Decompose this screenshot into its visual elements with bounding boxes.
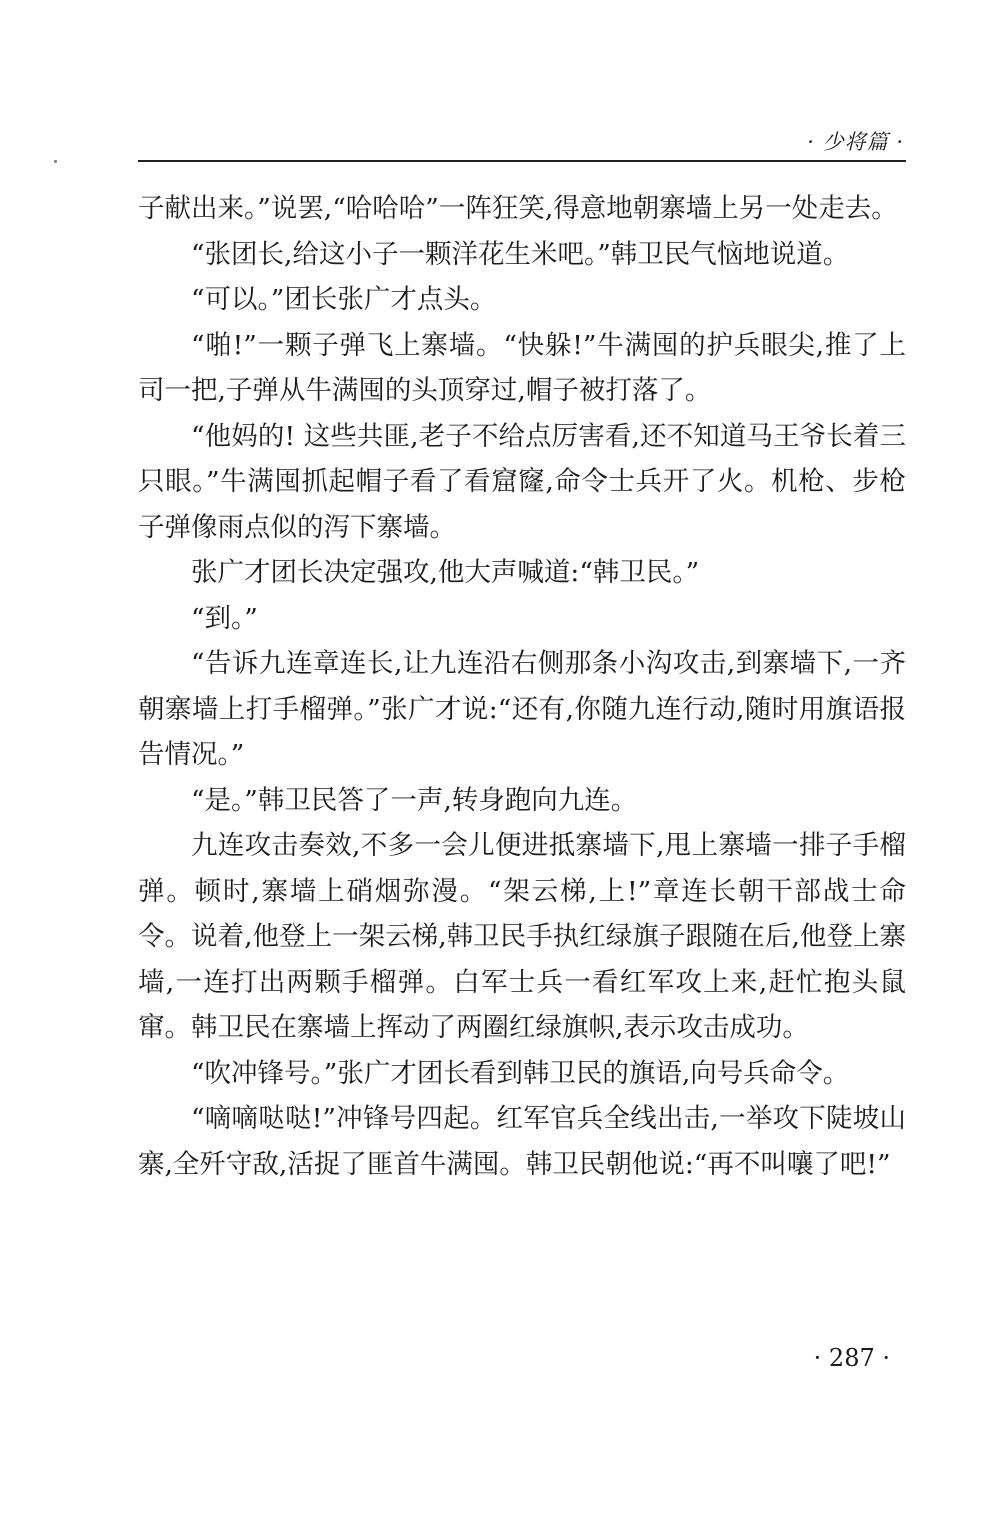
page-number: · 287 · <box>813 1344 890 1372</box>
paragraph: “啪!”一颗子弹飞上寨墙。“快躲!”牛满囤的护兵眼尖,推了上司一把,子弹从牛满囤的头顶穿过,帽子被打落了。 <box>138 329 906 406</box>
running-title: · 少将篇 · <box>807 130 904 154</box>
header-rule <box>138 160 906 162</box>
scan-speck <box>54 160 57 163</box>
paragraph: 子献出来。”说罢,“哈哈哈”一阵狂笑,得意地朝寨墙上另一处走去。 <box>138 193 898 224</box>
paragraph: 九连攻击奏效,不多一会儿便进抵寨墙下,甩上寨墙一排子手榴弹。顿时,寨墙上硝烟弥漫。“架云梯,上!”章连长朝干部战士命令。说着,他登上一架云梯,韩卫民手执红绿旗子跟随在后,他登上寨墙,一连打出两颗手榴弹。白军士兵一看红军攻上来,赶忙抱头鼠窜。韩卫民在寨墙上挥动了两圈红绿旗帜,表示攻击成功。 <box>138 830 906 1043</box>
paragraph: “可以。”团长张广才点头。 <box>191 284 497 315</box>
page-header <box>138 120 906 162</box>
paragraph: “他妈的! 这些共匪,老子不给点厉害看,还不知道马王爷长着三只眼。”牛满囤抓起帽子看了看窟窿,命令士兵开了火。机枪、步枪子弹像雨点似的泻下寨墙。 <box>138 420 906 543</box>
body-text <box>138 186 906 1187</box>
paragraph: 张广才团长决定强攻,他大声喊道:“韩卫民。” <box>191 557 700 588</box>
paragraph: “是。”韩卫民答了一声,转身跑向九连。 <box>191 784 638 816</box>
paragraph: “张团长,给这小子一颗洋花生米吧。”韩卫民气恼地说道。 <box>191 238 850 270</box>
paragraph: “到。” <box>191 602 258 634</box>
paragraph: “吹冲锋号。”张广才团长看到韩卫民的旗语,向号兵命令。 <box>191 1057 850 1089</box>
paragraph: “嘀嘀哒哒!”冲锋号四起。红军官兵全线出击,一举攻下陡坡山寨,全歼守敌,活捉了匪首牛满囤。韩卫民朝他说:“再不叫嚷了吧!” <box>138 1103 906 1180</box>
paragraph: “告诉九连章连长,让九连沿右侧那条小沟攻击,到寨墙下,一齐朝寨墙上打手榴弹。”张广才说:“还有,你随九连行动,随时用旗语报告情况。” <box>138 648 906 770</box>
